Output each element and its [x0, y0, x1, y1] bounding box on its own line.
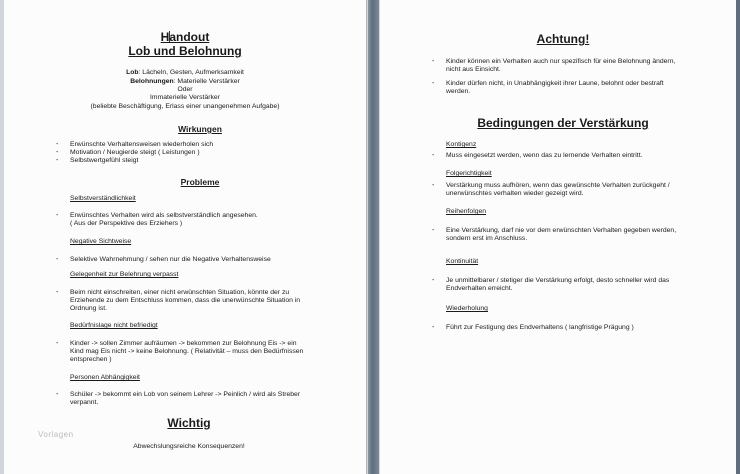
bullet-dash: -	[56, 141, 59, 148]
bullet-dash: -	[432, 58, 435, 65]
bullet-dash: -	[432, 227, 435, 234]
section-line: Muss eingesetzt werden, wenn das zu lernende Verhalten eintritt.	[446, 152, 643, 159]
section-line: unerwünschtes verhalten wieder gezeigt wird.	[446, 190, 584, 197]
section-heading: Folgerichtigkeit	[446, 170, 492, 177]
section-line: Ordnung ist.	[70, 305, 108, 312]
achtung-line: nicht aus Einsicht.	[446, 66, 501, 73]
section-heading: Personen Abhängigkeit	[70, 374, 140, 381]
page-left	[4, 0, 367, 474]
lob-label: Lob	[126, 69, 139, 76]
section-line: Schüler -> bekommt ein Lob von seinem Lehrer -> Peinlich / wird als Streber	[70, 391, 301, 398]
wirkung-item: Erwünschte Verhaltensweisen wiederholen sich	[70, 141, 214, 148]
bedingungen-heading: Bedingungen der Verstärkung	[477, 116, 649, 130]
wichtig-heading: Wichtig	[167, 416, 211, 430]
immateriell-text: Immaterielle Verstärker	[150, 94, 220, 101]
bullet-dash: -	[432, 324, 435, 331]
achtung-line: Kinder können ein Verhalten auch nur spezifisch für eine Belohnung ändern,	[446, 58, 676, 65]
section-line: Endverhalten erreicht.	[446, 285, 513, 292]
page-right	[380, 0, 736, 474]
section-line: Je unmittelbarer / stetiger die Verstärkung erfolgt, desto schneller wird das	[446, 277, 670, 284]
section-line: Kind mag Eis nicht -> keine Belohnung. ( Relativität – muss den Bedürfnissen	[70, 348, 304, 355]
section-line: Kinder -> sollen Zimmer aufräumen -> bekommen zur Belohnung Eis -> ein	[70, 340, 297, 347]
section-line: Eine Verstärkung, darf nie vor dem erwünschten Verhalten gegeben werden,	[446, 227, 677, 234]
bullet-dash: -	[56, 157, 59, 164]
handout-title: Handout	[160, 30, 210, 44]
bullet-dash: -	[56, 149, 59, 156]
section-heading: Reihenfolgen	[446, 208, 487, 215]
lob-line	[4, 69, 366, 78]
bullet-dash: -	[56, 289, 59, 296]
wirkungen-heading: Wirkungen	[178, 124, 222, 134]
section-heading: Negative Sichtweise	[70, 238, 132, 245]
bullet-dash: -	[56, 212, 59, 219]
section-heading: Selbstverständlichkeit	[70, 195, 136, 202]
section-line: Selektive Wahrnehmung / sehen nur die Negative Verhaltensweise	[70, 256, 271, 263]
handout-subtitle: Lob und Belohnung	[128, 44, 242, 58]
achtung-line: werden.	[446, 88, 471, 95]
bullet-dash: -	[432, 182, 435, 189]
belohnungen-text: : Materielle Verstärker	[173, 78, 240, 85]
bullet-dash: -	[432, 152, 435, 159]
section-heading: Bedürfnislage nicht befriedigt	[70, 322, 158, 329]
achtung-heading: Achtung!	[536, 32, 590, 46]
bullet-dash: -	[56, 256, 59, 263]
section-line: Führt zur Festigung des Endverhaltens ( langfristige Prägung )	[446, 324, 634, 331]
section-heading: Gelegenheit zur Belehrung verpasst	[70, 271, 179, 278]
lob-text: : Lächeln, Gesten, Aufmerksamkeit	[138, 69, 244, 76]
bullet-dash: -	[56, 340, 59, 347]
achtung-line: Kinder dürfen nicht, in Unabhängigkeit ihrer Laune, belohnt oder bestraft	[446, 80, 664, 87]
section-heading: Wiederholung	[446, 305, 488, 312]
section-line: Beim nicht einschreiten, einer nicht erwünschten Situation, könnte der zu	[70, 289, 290, 296]
bullet-dash: -	[432, 80, 435, 87]
bullet-dash: -	[56, 391, 59, 398]
belohnungen-label: Belohnungen	[130, 78, 174, 85]
beispiel-text: (beliebte Beschäftigung, Erlass einer unangenehmen Aufgabe)	[90, 103, 280, 110]
wichtig-text: Abwechslungsreiche Konsequenzen!	[133, 443, 245, 450]
section-line: Verstärkung muss aufhören, wenn das gewünschte Verhalten zurückgeht /	[446, 182, 670, 189]
section-line: ( Aus der Perspektive des Erziehers )	[70, 220, 183, 227]
section-line: sondern erst im Anschluss.	[446, 235, 528, 242]
viewer-edge	[736, 0, 740, 474]
section-line: Erziehende zu dem Entschluss kommen, dass die unerwünschte Situation in	[70, 297, 301, 304]
section-line: Erwünschtes Verhalten wird als selbstverständlich angesehen.	[70, 212, 258, 219]
section-line: entsprechen )	[70, 356, 112, 363]
bullet-dash: -	[432, 277, 435, 284]
section-heading: Kontinuität	[446, 258, 479, 265]
wirkung-item: Motivation / Neugierde steigt ( Leistungen )	[70, 149, 200, 156]
page-divider	[368, 0, 379, 474]
section-heading: Kontigenz	[446, 141, 477, 148]
section-line: verpannt.	[70, 399, 99, 406]
watermark: Vorlagen	[38, 430, 74, 439]
wirkung-item: Selbstwertgefühl steigt	[70, 157, 139, 164]
probleme-heading: Probleme	[180, 177, 220, 187]
oder-text: Oder	[177, 86, 193, 93]
